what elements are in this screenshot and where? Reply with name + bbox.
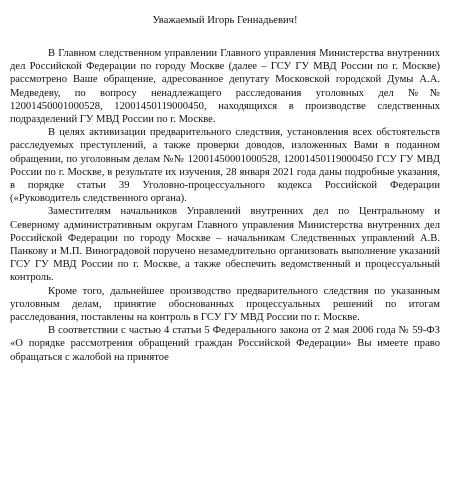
- paragraph-appeal-right: В соответствии с частью 4 статьи 5 Федерального закона от 2 мая 2006 года № 59-ФЗ «О порядке рассмотрения обращений граждан Российской Федерации» Вы имеете право обращаться с жалобой на принятое: [10, 325, 440, 363]
- letter-salutation: Уважаемый Игорь Геннадьевич!: [152, 15, 298, 26]
- paragraph-assignment: Заместителям начальников Управлений внутренних дел по Центральному и Северному административным округам Главного управления Министерства внутренних дел Российской Федерации по городу Москве – начальникам Следственных управлений А.В. Панкову и М.П. Виноградовой поручено незамедлительно организовать выполнение указаний ГСУ ГУ МВД России по г. Москве, а также обеспечить ведомственный и процессуальный контроль.: [10, 206, 440, 284]
- paragraph-control: Кроме того, дальнейшее производство предварительного следствия по указанным уголовным делам, принятие обоснованных процессуальных решений по итогам расследования, поставлены на контроль в ГСУ ГУ МВД России по г. Москве.: [10, 285, 440, 324]
- paragraph-review-notice: В Главном следственном управлении Главного управления Министерства внутренних дел Российской Федерации по городу Москве (далее – ГСУ ГУ МВД России по г. Москве) рассмотрено Ваше обращение, адресованное депутату Московской городской Думы А.А. Медведеву, по вопросу ненадлежащего расследования уголовных дел №№ 12001450001000528, 12001450119000450, находящихся в производстве следственных подразделений ГУ МВД России по г. Москве.: [10, 48, 440, 126]
- paragraph-instructions: В целях активизации предварительного следствия, установления всех обстоятельств расследуемых преступлений, а также проверки доводов, изложенных Вами в поданном обращении, по уголовным делам №№ 12001450001000528, 12001450119000450 ГСУ ГУ МВД России по г. Москве, в результате их изучения, 28 января 2021 года даны подробные указания, в порядке статьи 39 Уголовно-процессуального кодекса Российской Федерации («Руководитель следственного органа).: [10, 127, 440, 205]
- letter-body: [10, 47, 440, 364]
